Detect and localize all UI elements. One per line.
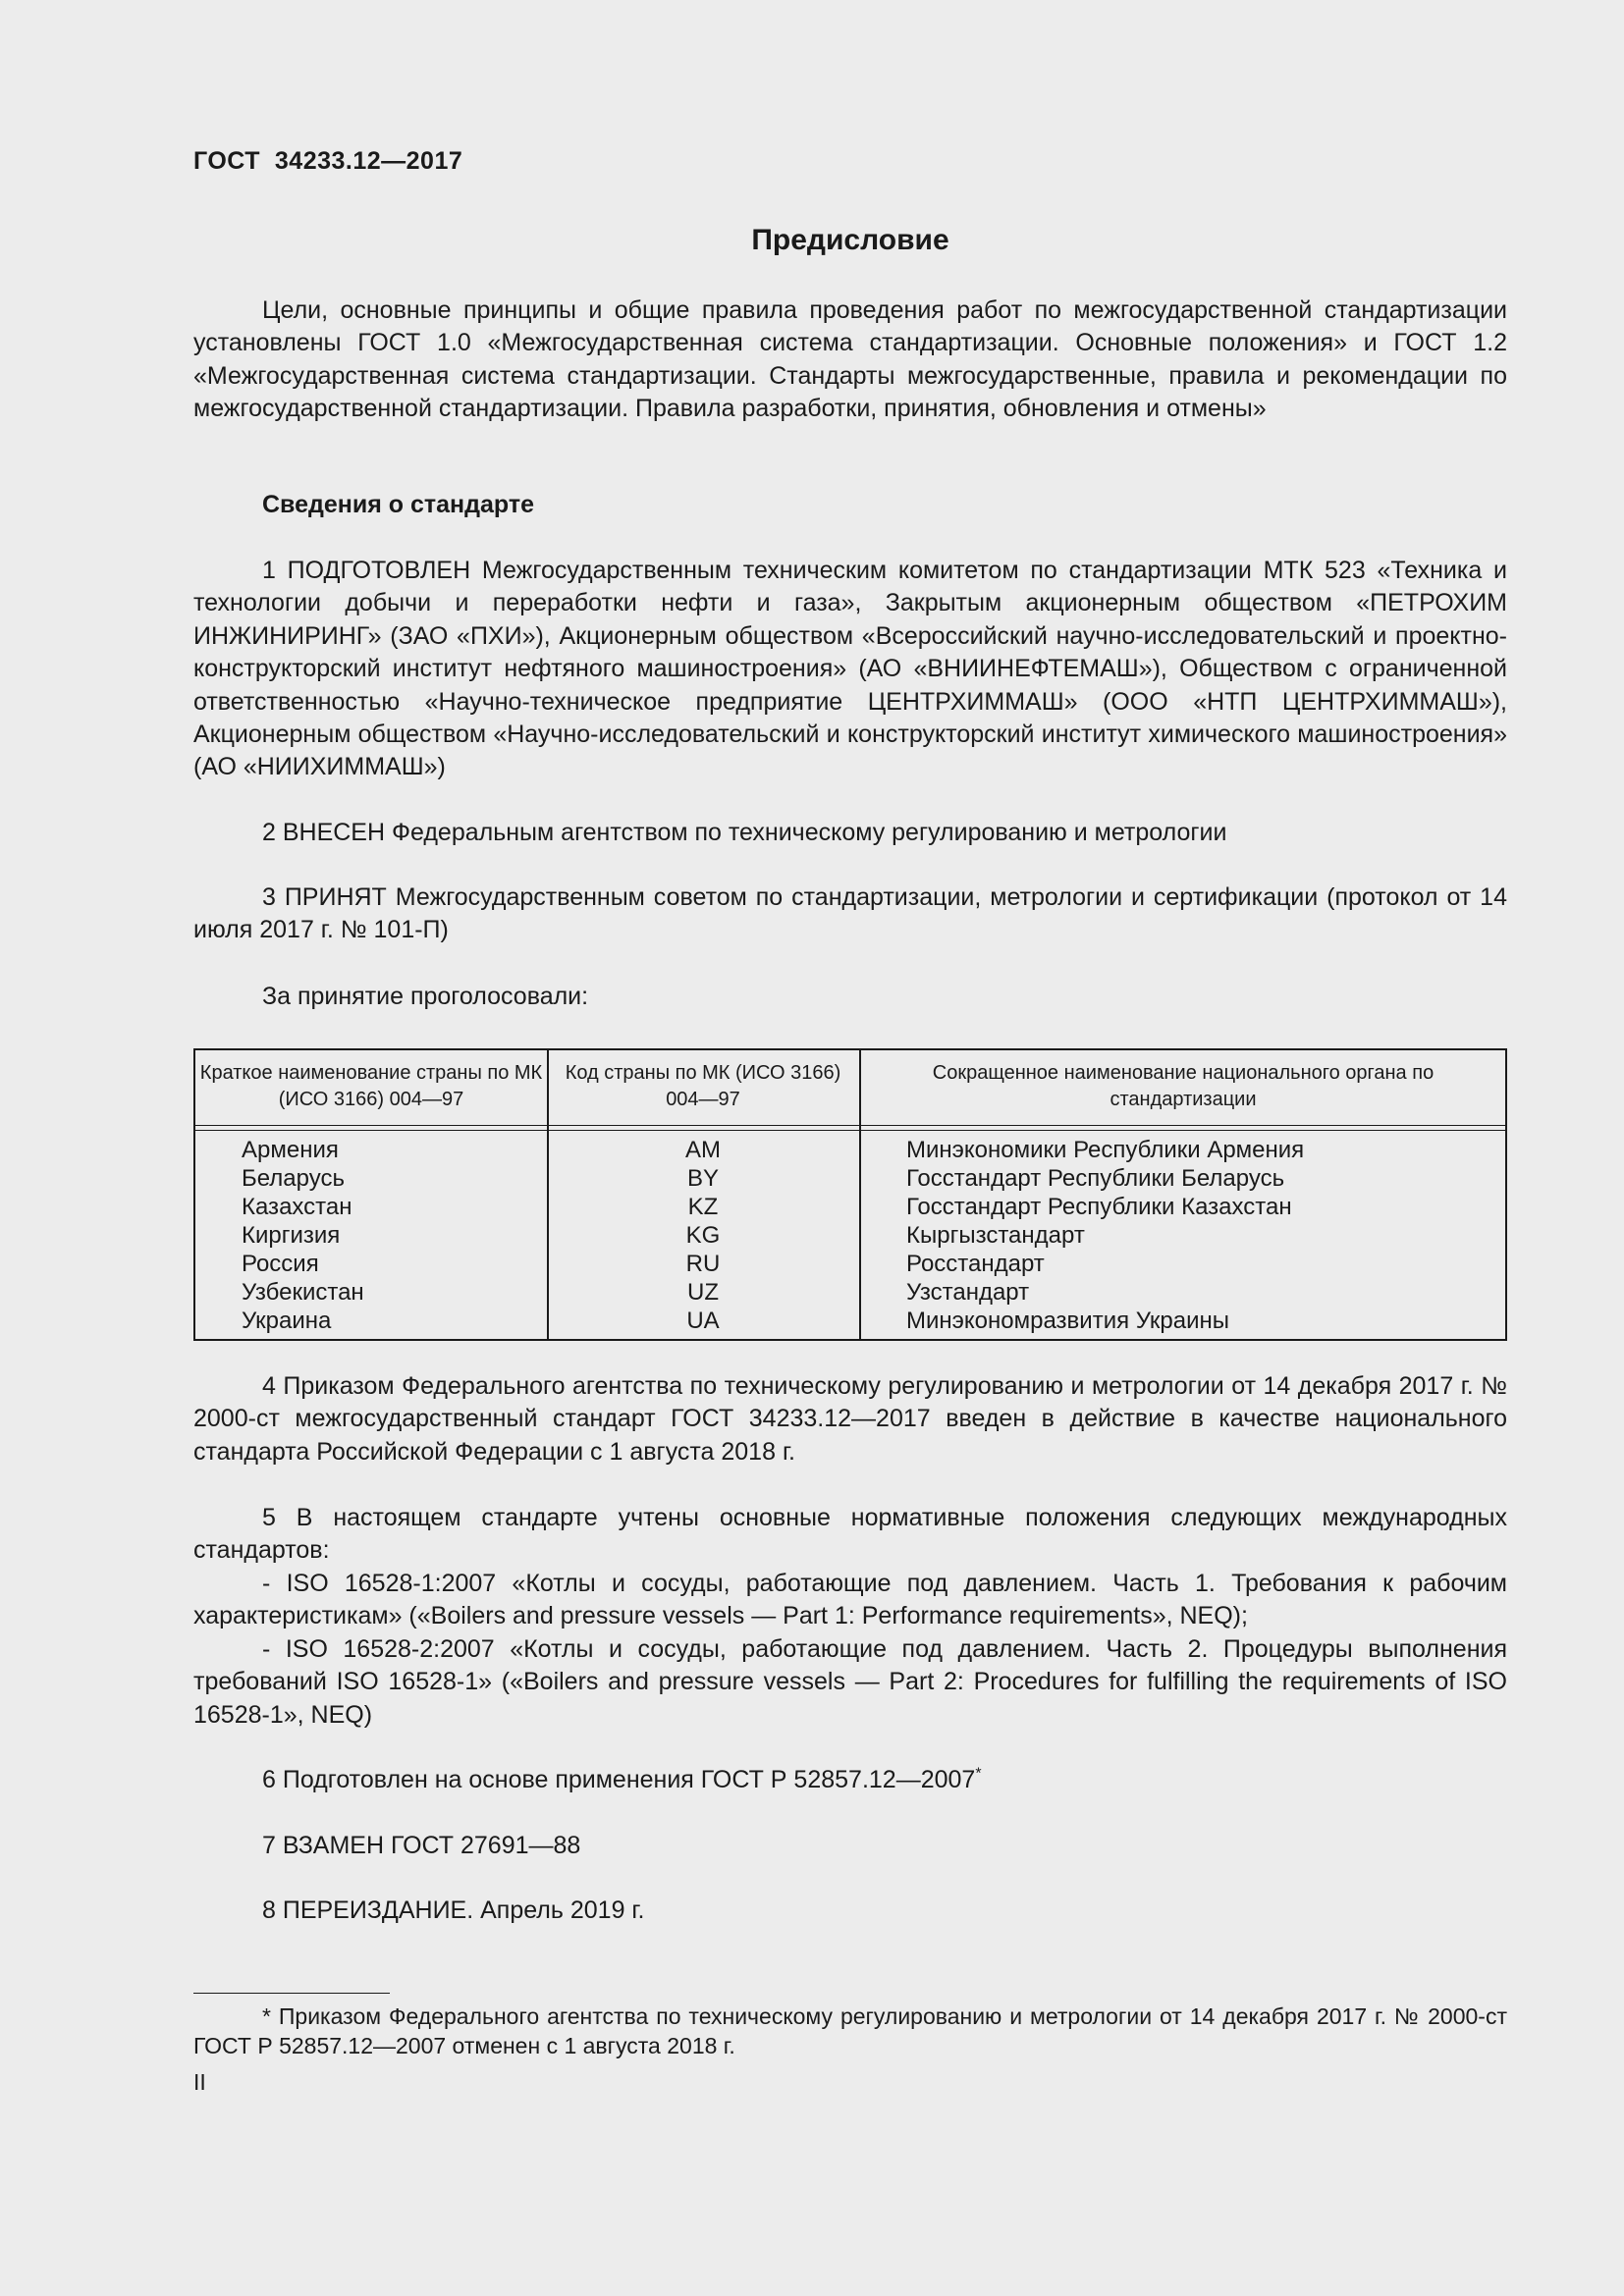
country-code: UA (686, 1308, 720, 1334)
table-row (195, 1164, 1505, 1193)
country-code: KZ (687, 1194, 719, 1220)
table-row (195, 1307, 1505, 1335)
paragraph-4: 4 Приказом Федерального агентства по техническому регулированию и метрологии от 14 декабря 2017 г. № 2000-ст межгосударственный стандарт ГОСТ 34233.12—2017 введен в действие в качестве национального стандарта Российской Федерации с 1 августа 2018 г. (193, 1372, 1507, 1466)
country-code: BY (686, 1165, 719, 1192)
country-name: Киргизия (242, 1222, 341, 1249)
footnote-separator (193, 1993, 390, 1994)
national-body: Кыргызстандарт (906, 1222, 1085, 1249)
national-body: Минэкономики Республики Армения (906, 1137, 1305, 1163)
paragraph-8: 8 ПЕРЕИЗДАНИЕ. Апрель 2019 г. (262, 1896, 645, 1924)
intro-paragraph: Цели, основные принципы и общие правила проведения работ по межгосударственной стандартизации установлены ГОСТ 1.0 «Межгосударственная система стандартизации. Основные положения» и ГОСТ 1.2 «Межгосударственная система стандартизации. Стандарты межгосударственные, правила и рекомендации по межгосударственной стандартизации. Правила разработки, принятия, обновления и отмены» (193, 296, 1507, 423)
national-body: Росстандарт (906, 1251, 1045, 1277)
country-name: Армения (242, 1137, 339, 1163)
paragraph-6 (193, 1764, 1507, 1796)
national-body: Минэкономразвития Украины (906, 1308, 1230, 1334)
table-row (195, 1136, 1505, 1164)
table-row (195, 1221, 1505, 1250)
paragraph-3: 3 ПРИНЯТ Межгосударственным советом по стандартизации, метрологии и сертификации (протокол от 14 июля 2017 г. № 101-П) (193, 883, 1507, 944)
table-header-code: Код страны по МК (ИСО 3166) 004—97 (565, 1062, 841, 1110)
page-title: Предисловие (751, 224, 949, 256)
country-code: RU (685, 1251, 721, 1277)
footnote-marker: * (975, 1765, 982, 1783)
paragraph-5-item-a: - ISO 16528-1:2007 «Котлы и сосуды, работающие под давлением. Часть 1. Требования к рабочим характеристикам» («Boilers and pressure vessels — Part 1: Performance requirements», NEQ); (193, 1570, 1507, 1630)
section-heading: Сведения о стандарте (262, 491, 535, 518)
table-header-rule-double (195, 1130, 1505, 1131)
table-body (195, 1136, 1505, 1335)
paragraph-7: 7 ВЗАМЕН ГОСТ 27691—88 (262, 1832, 581, 1859)
table-header-body: Сокращенное наименование национального органа по стандартизации (932, 1062, 1435, 1110)
country-name: Россия (242, 1251, 319, 1277)
paragraph-1: 1 ПОДГОТОВЛЕН Межгосударственным техническим комитетом по стандартизации МТК 523 «Техника и технологии добычи и переработки нефти и газа», Закрытым акционерным обществом «ПЕТРОХИМ ИНЖИНИРИНГ» (ЗАО «ПХИ»), Акционерным обществом «Всероссийский научно-исследовательский и проектно-конструкторский институт нефтяного машиностроения» (АО «ВНИИНЕФТЕМАШ»), Обществом с ограниченной ответственностью «Научно-техническое предприятие ЦЕНТРХИММАШ» (ООО «НТП ЦЕНТРХИММАШ»), Акционерным обществом «Научно-исследовательский и конструкторский институт химического машиностроения» (АО «НИИХИММАШ») (193, 557, 1507, 781)
country-name: Украина (242, 1308, 332, 1334)
country-name: Казахстан (242, 1194, 352, 1220)
vote-intro: За принятие проголосовали: (262, 983, 589, 1010)
paragraph-6-text: 6 Подготовлен на основе применения ГОСТ Р 52857.12—2007 (262, 1766, 976, 1793)
country-code: UZ (687, 1279, 719, 1306)
table-row (195, 1250, 1505, 1278)
table-header-rule (195, 1125, 1505, 1126)
country-code: AM (685, 1137, 721, 1163)
footnote: * Приказом Федерального агентства по техническому регулированию и метрологии от 14 декабря 2017 г. № 2000-ст ГОСТ Р 52857.12—2007 отменен с 1 августа 2018 г. (193, 2003, 1507, 2058)
page-number: II (193, 2069, 206, 2095)
table-header-country: Краткое наименование страны по МК (ИСО 3166) 004—97 (199, 1062, 543, 1110)
votes-table (193, 1048, 1507, 1341)
national-body: Госстандарт Республики Казахстан (906, 1194, 1292, 1220)
document-code: ГОСТ 34233.12—2017 (193, 147, 463, 175)
paragraph-5: 5 В настоящем стандарте учтены основные нормативные положения следующих международных стандартов: (193, 1504, 1507, 1565)
national-body: Узстандарт (906, 1279, 1030, 1306)
country-name: Узбекистан (242, 1279, 364, 1306)
paragraph-5-item-b: - ISO 16528-2:2007 «Котлы и сосуды, работающие под давлением. Часть 2. Процедуры выполнения требований ISO 16528-1» («Boilers and pressure vessels — Part 2: Procedures for fulfilling the requirements of ISO 16528-1», NEQ) (193, 1635, 1507, 1729)
table-header-row (195, 1050, 1505, 1125)
national-body: Госстандарт Республики Беларусь (906, 1165, 1285, 1192)
table-row (195, 1193, 1505, 1221)
table-row (195, 1278, 1505, 1307)
country-name: Беларусь (242, 1165, 345, 1192)
paragraph-2: 2 ВНЕСЕН Федеральным агентством по техническому регулированию и метрологии (262, 819, 1227, 846)
country-code: KG (685, 1222, 721, 1249)
